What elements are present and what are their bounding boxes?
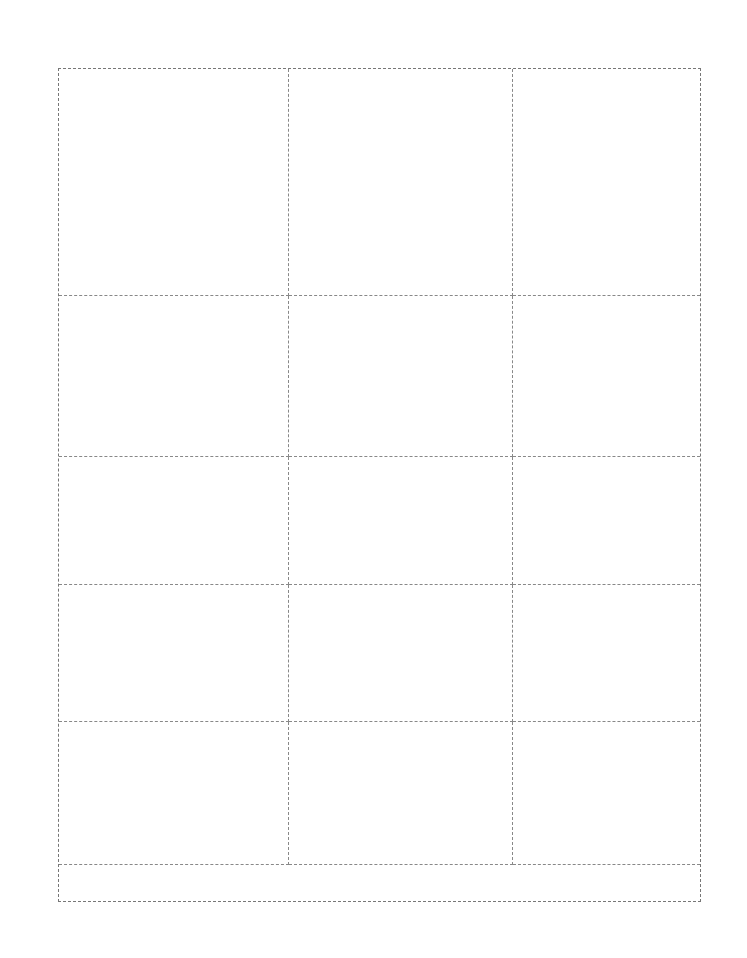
herb-cell-acorn [59,585,289,722]
herb-cell-devils-shoe-string [59,69,289,296]
herb-title [295,69,506,70]
herb-table [58,68,701,902]
herb-title [519,69,694,70]
herb-cell-hawthorne-berries [59,296,289,457]
herb-cell-peppercorns [289,457,513,585]
herb-title [519,585,694,586]
cat-border-right [696,0,747,947]
herb-title [295,585,506,586]
herb-cell-basil [289,722,513,865]
herb-title [519,457,694,458]
herb-title [65,585,282,586]
herb-cell-periwinkle [513,457,700,585]
charms-note [59,865,700,901]
herb-cell-cats-claw [59,722,289,865]
herb-cell-thyme [289,585,513,722]
herb-title [295,296,506,297]
herb-cell-rosemary [289,69,513,296]
herb-cell-poppy-seeds [513,722,700,865]
herb-title [65,722,282,723]
cat-border-bottom [0,898,747,958]
herb-cell-wormwood [289,296,513,457]
herb-cell-skullcap [513,585,700,722]
herb-title [519,296,694,297]
herb-title [65,69,282,70]
herb-title [295,457,506,458]
herb-title [65,296,282,297]
herb-cell-crab-shell-powder [513,296,700,457]
cat-border-top [0,4,747,64]
herb-title [295,722,506,723]
herb-cell-cinnamon [59,457,289,585]
herb-title [519,722,694,723]
herb-cell-lavender [513,69,700,296]
herb-title [65,457,282,458]
